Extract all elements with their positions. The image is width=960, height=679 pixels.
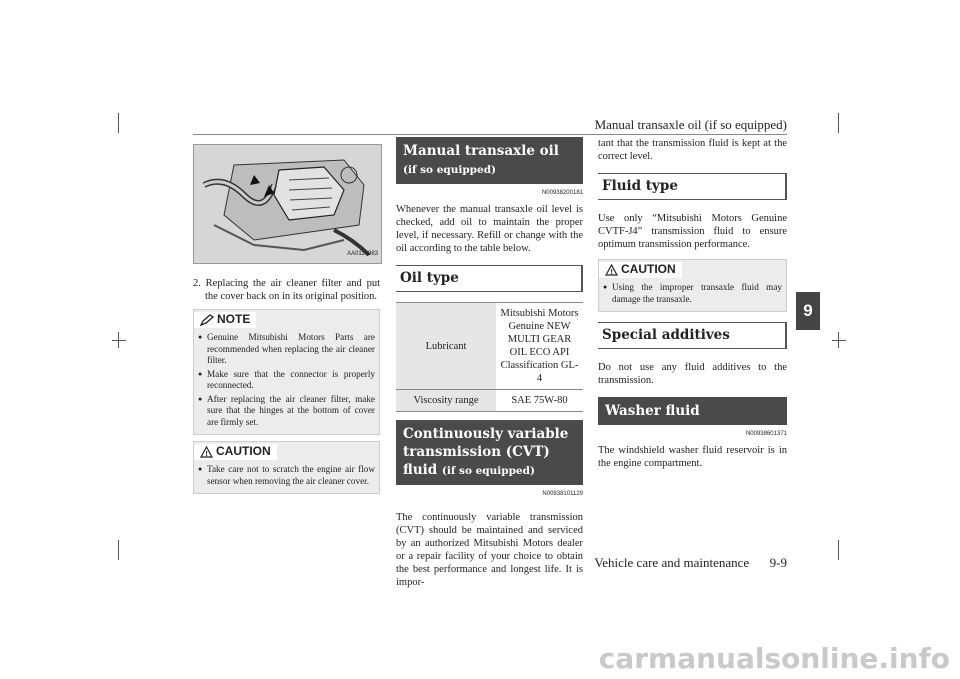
crop-mark xyxy=(838,332,839,348)
table-cell: Lubricant xyxy=(396,303,496,390)
note-title: NOTE xyxy=(217,312,251,327)
table-cell: Mitsubishi Motors Genuine NEW MULTI GEAR OIL ECO API Classification GL-4 xyxy=(496,303,583,390)
washer-fluid-text: The windshield washer fluid reservoir is in the engine compartment. xyxy=(598,445,787,469)
heading-main: Manual transaxle oil xyxy=(403,143,559,159)
crop-mark xyxy=(118,113,119,133)
list-item: ● Using the improper transaxle fluid may damage the transaxle. xyxy=(603,282,782,305)
caution-title: CAUTION xyxy=(216,444,271,459)
crop-mark xyxy=(112,340,126,341)
column-3 xyxy=(598,137,787,470)
oil-type-heading: Oil type xyxy=(396,265,583,292)
svg-text:!: ! xyxy=(610,269,613,276)
oil-spec-table xyxy=(396,302,583,412)
cvt-text: The continuously variable transmission (CVT) should be maintained and serviced by an authorized Mitsubishi Motors dealer or a repair facility of your choice to obtain the best performance and longest life. It is impor- xyxy=(396,512,583,588)
caution-heading xyxy=(599,262,682,278)
list-item: ● Make sure that the connector is properly reconnected. xyxy=(198,369,375,392)
watermark: carmanualsonline.info xyxy=(598,642,950,675)
table-cell: Viscosity range xyxy=(396,390,496,412)
crop-mark xyxy=(838,540,839,560)
manual-transaxle-oil-heading xyxy=(396,137,583,184)
footer-section: Vehicle care and maintenance xyxy=(594,555,750,570)
table-cell: SAE 75W-80 xyxy=(496,390,583,412)
chapter-tab: 9 xyxy=(796,292,820,330)
header-rule xyxy=(193,134,787,135)
fluid-type-text: Use only “Mitsubishi Motors Genuine CVTF-J4” transmission fluid to ensure optimum transmission performance. xyxy=(598,213,787,250)
photo-code: AA0116983 xyxy=(347,251,378,257)
washer-fluid-heading: Washer fluid xyxy=(598,397,787,425)
heading-sub: (if so equipped) xyxy=(441,465,535,477)
caution-title: CAUTION xyxy=(621,262,676,277)
note-box xyxy=(193,309,380,435)
reference-code: N00938601371 xyxy=(745,431,787,437)
footer-page-number: 9-9 xyxy=(769,555,787,570)
caution-box xyxy=(598,259,787,312)
table-row xyxy=(396,303,583,390)
reference-code: N00938200181 xyxy=(541,190,583,196)
svg-text:!: ! xyxy=(205,451,208,458)
caution-box xyxy=(193,441,380,494)
engine-illustration-icon xyxy=(194,145,381,263)
crop-mark xyxy=(118,332,119,348)
manual-transaxle-text: Whenever the manual transaxle oil level is checked, add oil to maintain the proper level, if necessary. Refill or change with the oil according to the table below. xyxy=(396,204,583,254)
crop-mark xyxy=(838,113,839,133)
caution-heading xyxy=(194,444,277,460)
column-1 xyxy=(193,144,380,494)
special-additives-heading: Special additives xyxy=(598,322,787,349)
table-row xyxy=(396,390,583,412)
crop-mark xyxy=(118,540,119,560)
special-additives-text: Do not use any fluid additives to the transmission. xyxy=(598,362,787,386)
warning-triangle-icon xyxy=(605,264,618,276)
heading-main: Continuously variable transmission (CVT) fluid xyxy=(403,426,569,478)
engine-compartment-illustration xyxy=(193,144,382,264)
list-item: ● Take care not to scratch the engine air flow sensor when removing the air cleaner cover. xyxy=(198,464,375,487)
heading-sub: (if so equipped) xyxy=(403,164,497,176)
warning-triangle-icon xyxy=(200,446,213,458)
pencil-icon xyxy=(200,314,214,326)
page-header-title: Manual transaxle oil (if so equipped) xyxy=(594,117,787,132)
cvt-continued-text: tant that the transmission fluid is kept at the correct level. xyxy=(598,138,787,162)
cvt-fluid-heading xyxy=(396,420,583,485)
column-2 xyxy=(396,137,583,589)
note-heading xyxy=(194,312,256,328)
reference-code: N00938101129 xyxy=(542,491,583,497)
step-2-text: 2. Replacing the air cleaner filter and put the cover back on in its original position. xyxy=(193,278,380,302)
crop-mark xyxy=(832,340,846,341)
list-item: ● After replacing the air cleaner filter, make sure that the hinges at the bottom of cover are firmly set. xyxy=(198,394,375,429)
list-item: ● Genuine Mitsubishi Motors Parts are recommended when replacing the air cleaner filter. xyxy=(198,332,375,367)
page-footer xyxy=(560,555,787,571)
fluid-type-heading: Fluid type xyxy=(598,173,787,200)
